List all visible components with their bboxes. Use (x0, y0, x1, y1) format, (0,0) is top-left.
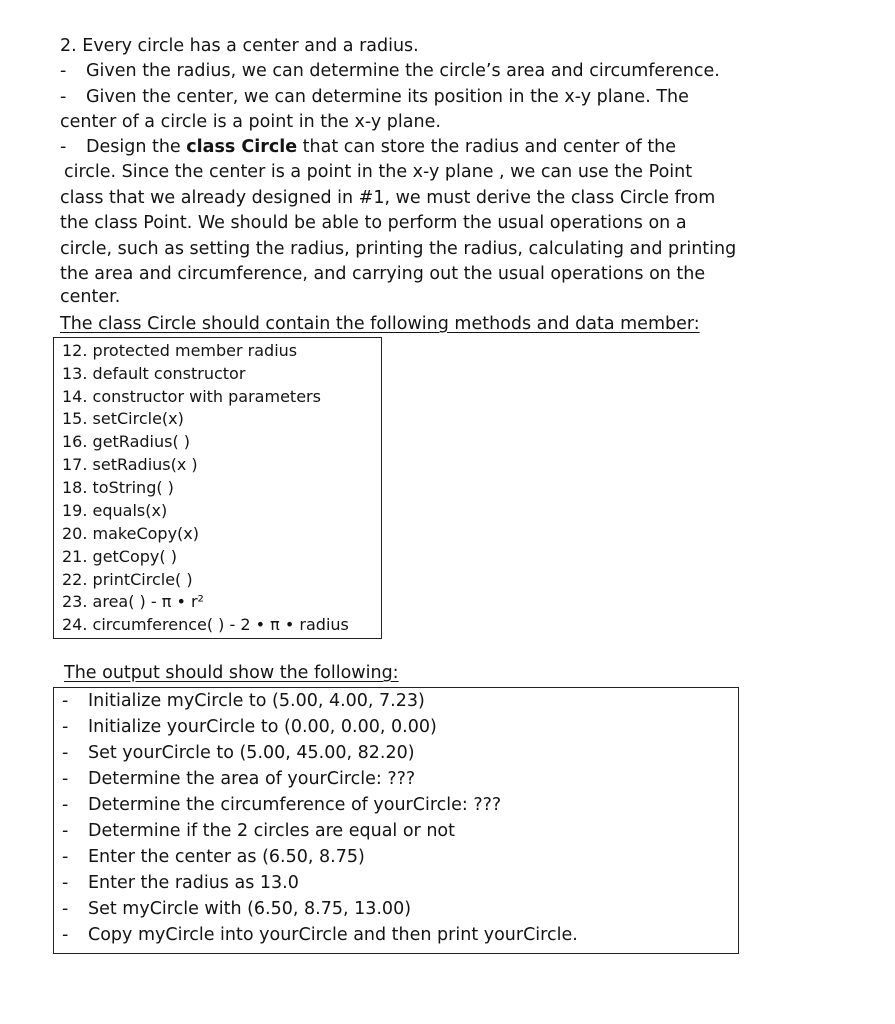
method-item: 14. constructor with parameters (62, 387, 321, 406)
class-circle-term: class Circle (186, 137, 298, 157)
paragraph-line-8: center. (60, 287, 121, 307)
method-item: 22. printCircle( ) (62, 570, 193, 589)
methods-heading: The class Circle should contain the following methods and data member: (60, 314, 700, 334)
output-item: - Set yourCircle to (5.00, 45.00, 82.20) (62, 743, 415, 763)
paragraph-line-4: class that we already designed in #1, we must derive the class Circle from (60, 188, 716, 208)
bullet-design-post: that can store the radius and center of the (297, 137, 677, 157)
method-item: 13. default constructor (62, 364, 246, 383)
method-item: 24. circumference( ) - 2 • π • radius (62, 615, 349, 634)
output-item: - Initialize myCircle to (5.00, 4.00, 7.23) (62, 691, 425, 711)
output-item: - Set myCircle with (6.50, 8.75, 13.00) (62, 899, 412, 919)
method-item: 16. getRadius( ) (62, 432, 191, 451)
output-item-text: Initialize myCircle to (5.00, 4.00, 7.23) (88, 691, 425, 711)
bullet-center: - Given the center, we can determine its position in the x-y plane. The (60, 87, 689, 107)
output-heading: The output should show the following: (64, 663, 399, 683)
output-item: - Determine the circumference of yourCircle: ??? (62, 795, 502, 815)
method-item: 21. getCopy( ) (62, 547, 177, 566)
bullet-center-cont: center of a circle is a point in the x-y plane. (60, 112, 441, 132)
method-item: 19. equals(x) (62, 501, 168, 520)
bullet-design-pre: Design the (86, 137, 187, 157)
paragraph-line-3: circle. Since the center is a point in the x-y plane , we can use the Point (64, 162, 693, 182)
output-item-text: Initialize yourCircle to (0.00, 0.00, 0.00) (88, 717, 437, 737)
output-item-text: Determine the circumference of yourCircle: ??? (88, 795, 502, 815)
output-item: - Determine if the 2 circles are equal or not (62, 821, 455, 841)
method-item: 12. protected member radius (62, 341, 298, 360)
bullet-center-text: Given the center, we can determine its position in the x-y plane. The (86, 87, 689, 107)
method-item: 20. makeCopy(x) (62, 524, 199, 543)
output-item: - Copy myCircle into yourCircle and then print yourCircle. (62, 925, 578, 945)
method-item: 23. area( ) - π • r² (62, 592, 204, 611)
paragraph-line-7: the area and circumference, and carrying out the usual operations on the (60, 264, 706, 284)
method-item: 15. setCircle(x) (62, 409, 184, 428)
output-item-text: Determine the area of yourCircle: ??? (88, 769, 416, 789)
output-box (53, 687, 739, 954)
intro-heading: 2. Every circle has a center and a radius. (60, 36, 419, 56)
paragraph-line-6: circle, such as setting the radius, printing the radius, calculating and printing (60, 239, 737, 259)
bullet-radius: - Given the radius, we can determine the circle’s area and circumference. (60, 61, 720, 81)
output-item: - Enter the center as (6.50, 8.75) (62, 847, 365, 867)
methods-box (53, 337, 382, 639)
output-item: - Initialize yourCircle to (0.00, 0.00, 0.00) (62, 717, 437, 737)
method-item: 17. setRadius(x ) (62, 455, 198, 474)
output-item-text: Copy myCircle into yourCircle and then print yourCircle. (88, 925, 578, 945)
output-item-text: Enter the center as (6.50, 8.75) (88, 847, 365, 867)
output-item: - Enter the radius as 13.0 (62, 873, 299, 893)
bullet-design: - Design the class Circle that can store the radius and center of the (60, 137, 677, 157)
output-item-text: Set myCircle with (6.50, 8.75, 13.00) (88, 899, 412, 919)
output-item-text: Enter the radius as 13.0 (88, 873, 299, 893)
bullet-radius-text: Given the radius, we can determine the circle’s area and circumference. (86, 61, 720, 81)
method-item: 18. toString( ) (62, 478, 174, 497)
paragraph-line-5: the class Point. We should be able to perform the usual operations on a (60, 213, 687, 233)
output-item: - Determine the area of yourCircle: ??? (62, 769, 416, 789)
output-item-text: Set yourCircle to (5.00, 45.00, 82.20) (88, 743, 415, 763)
output-item-text: Determine if the 2 circles are equal or not (88, 821, 455, 841)
